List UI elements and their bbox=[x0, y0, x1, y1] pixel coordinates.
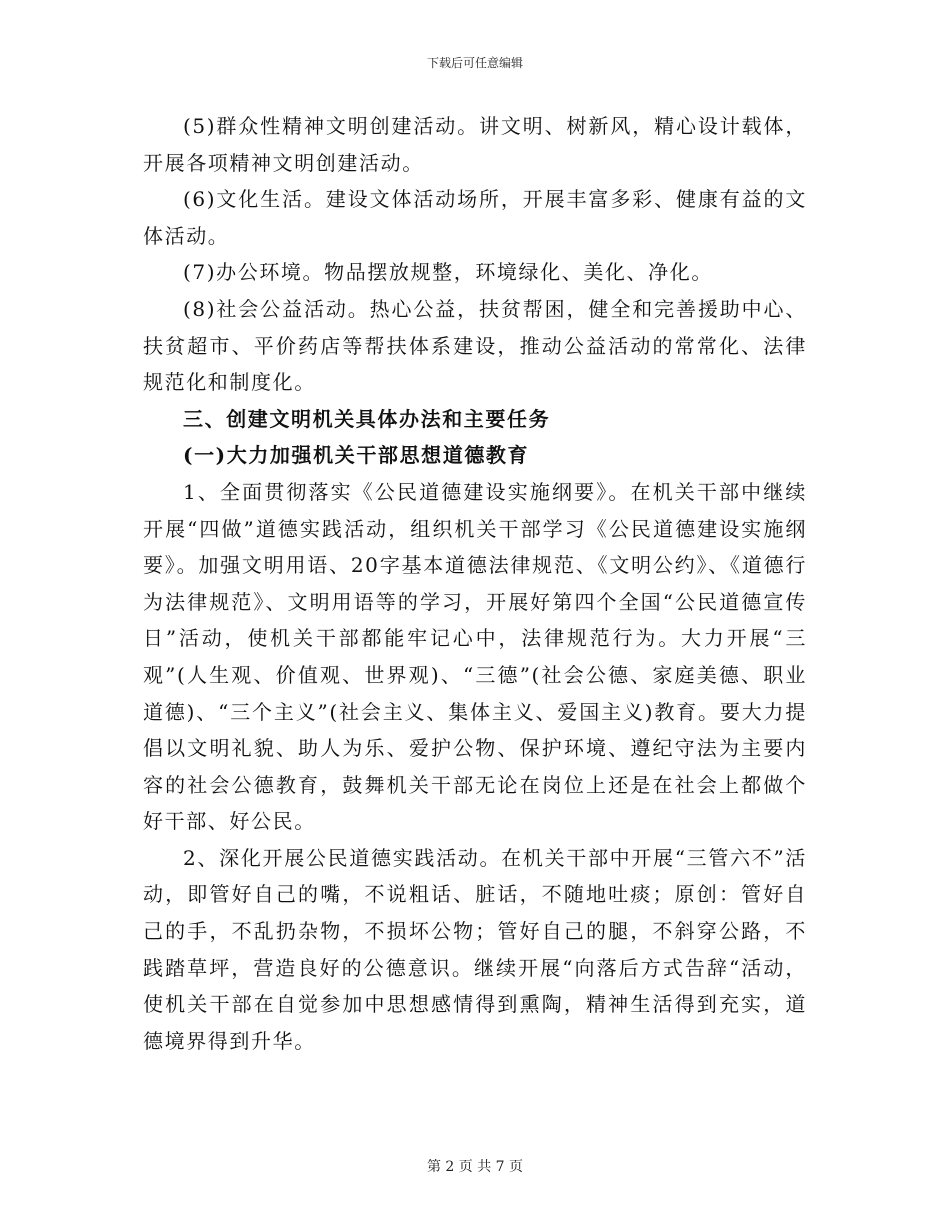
paragraph-point-2: 2、深化开展公民道德实践活动。在机关干部中开展“三管六不”活动，即管好自己的嘴，不说粗话、脏话，不随地吐痰；原创：管好自己的手，不乱扔杂物，不损坏公物；管好自己的腿，不斜穿公路，不践踏草坪，营造良好的公德意识。继续开展“向落后方式告辞“活动，使机关干部在自觉参加中思想感情得到熏陶，精神生活得到充实，道德境界得到升华。 bbox=[143, 845, 807, 1053]
page-number: 第 2 页 共 7 页 bbox=[426, 1159, 524, 1175]
paragraph-item-6: (6)文化生活。建设文体活动场所，开展丰富多彩、健康有益的文体活动。 bbox=[143, 187, 807, 248]
paragraph-item-5: (5)群众性精神文明创建活动。讲文明、树新风，精心设计载体，开展各项精神文明创建活动。 bbox=[143, 114, 807, 175]
paragraph-point-1: 1、全面贯彻落实《公民道德建设实施纲要》。在机关干部中继续开展“四做”道德实践活动，组织机关干部学习《公民道德建设实施纲要》。加强文明用语、20字基本道德法律规范、《文明公约》、《道德行为法律规范》、文明用语等的学习，开展好第四个全国“公民道德宣传日”活动，使机关干部都能牢记心中，法律规范行为。大力开展“三观”(人生观、价值观、世界观)、“三德”(社会公德、家庭美德、职业道德)、“三个主义”(社会主义、集体主义、爱国主义)教育。要大力提倡以文明礼貌、助人为乐、爱护公物、保护环境、遵纪守法为主要内容的社会公德教育，鼓舞机关干部无论在岗位上还是在社会上都做个好干部、好公民。 bbox=[143, 479, 807, 834]
document-body bbox=[143, 108, 807, 1059]
paragraph-item-7: (7)办公环境。物品摆放规整，环境绿化、美化、净化。 bbox=[183, 260, 713, 285]
paragraph-item-8: (8)社会公益活动。热心公益，扶贫帮困，健全和完善援助中心、扶贫超市、平价药店等帮扶体系建设，推动公益活动的常常化、法律规范化和制度化。 bbox=[143, 296, 807, 395]
section-heading: 三、创建文明机关具体办法和主要任务 bbox=[183, 406, 551, 431]
subsection-heading: (一)大力加强机关干部思想道德教育 bbox=[183, 443, 530, 468]
header-note: 下载后可任意编辑 bbox=[426, 56, 523, 70]
